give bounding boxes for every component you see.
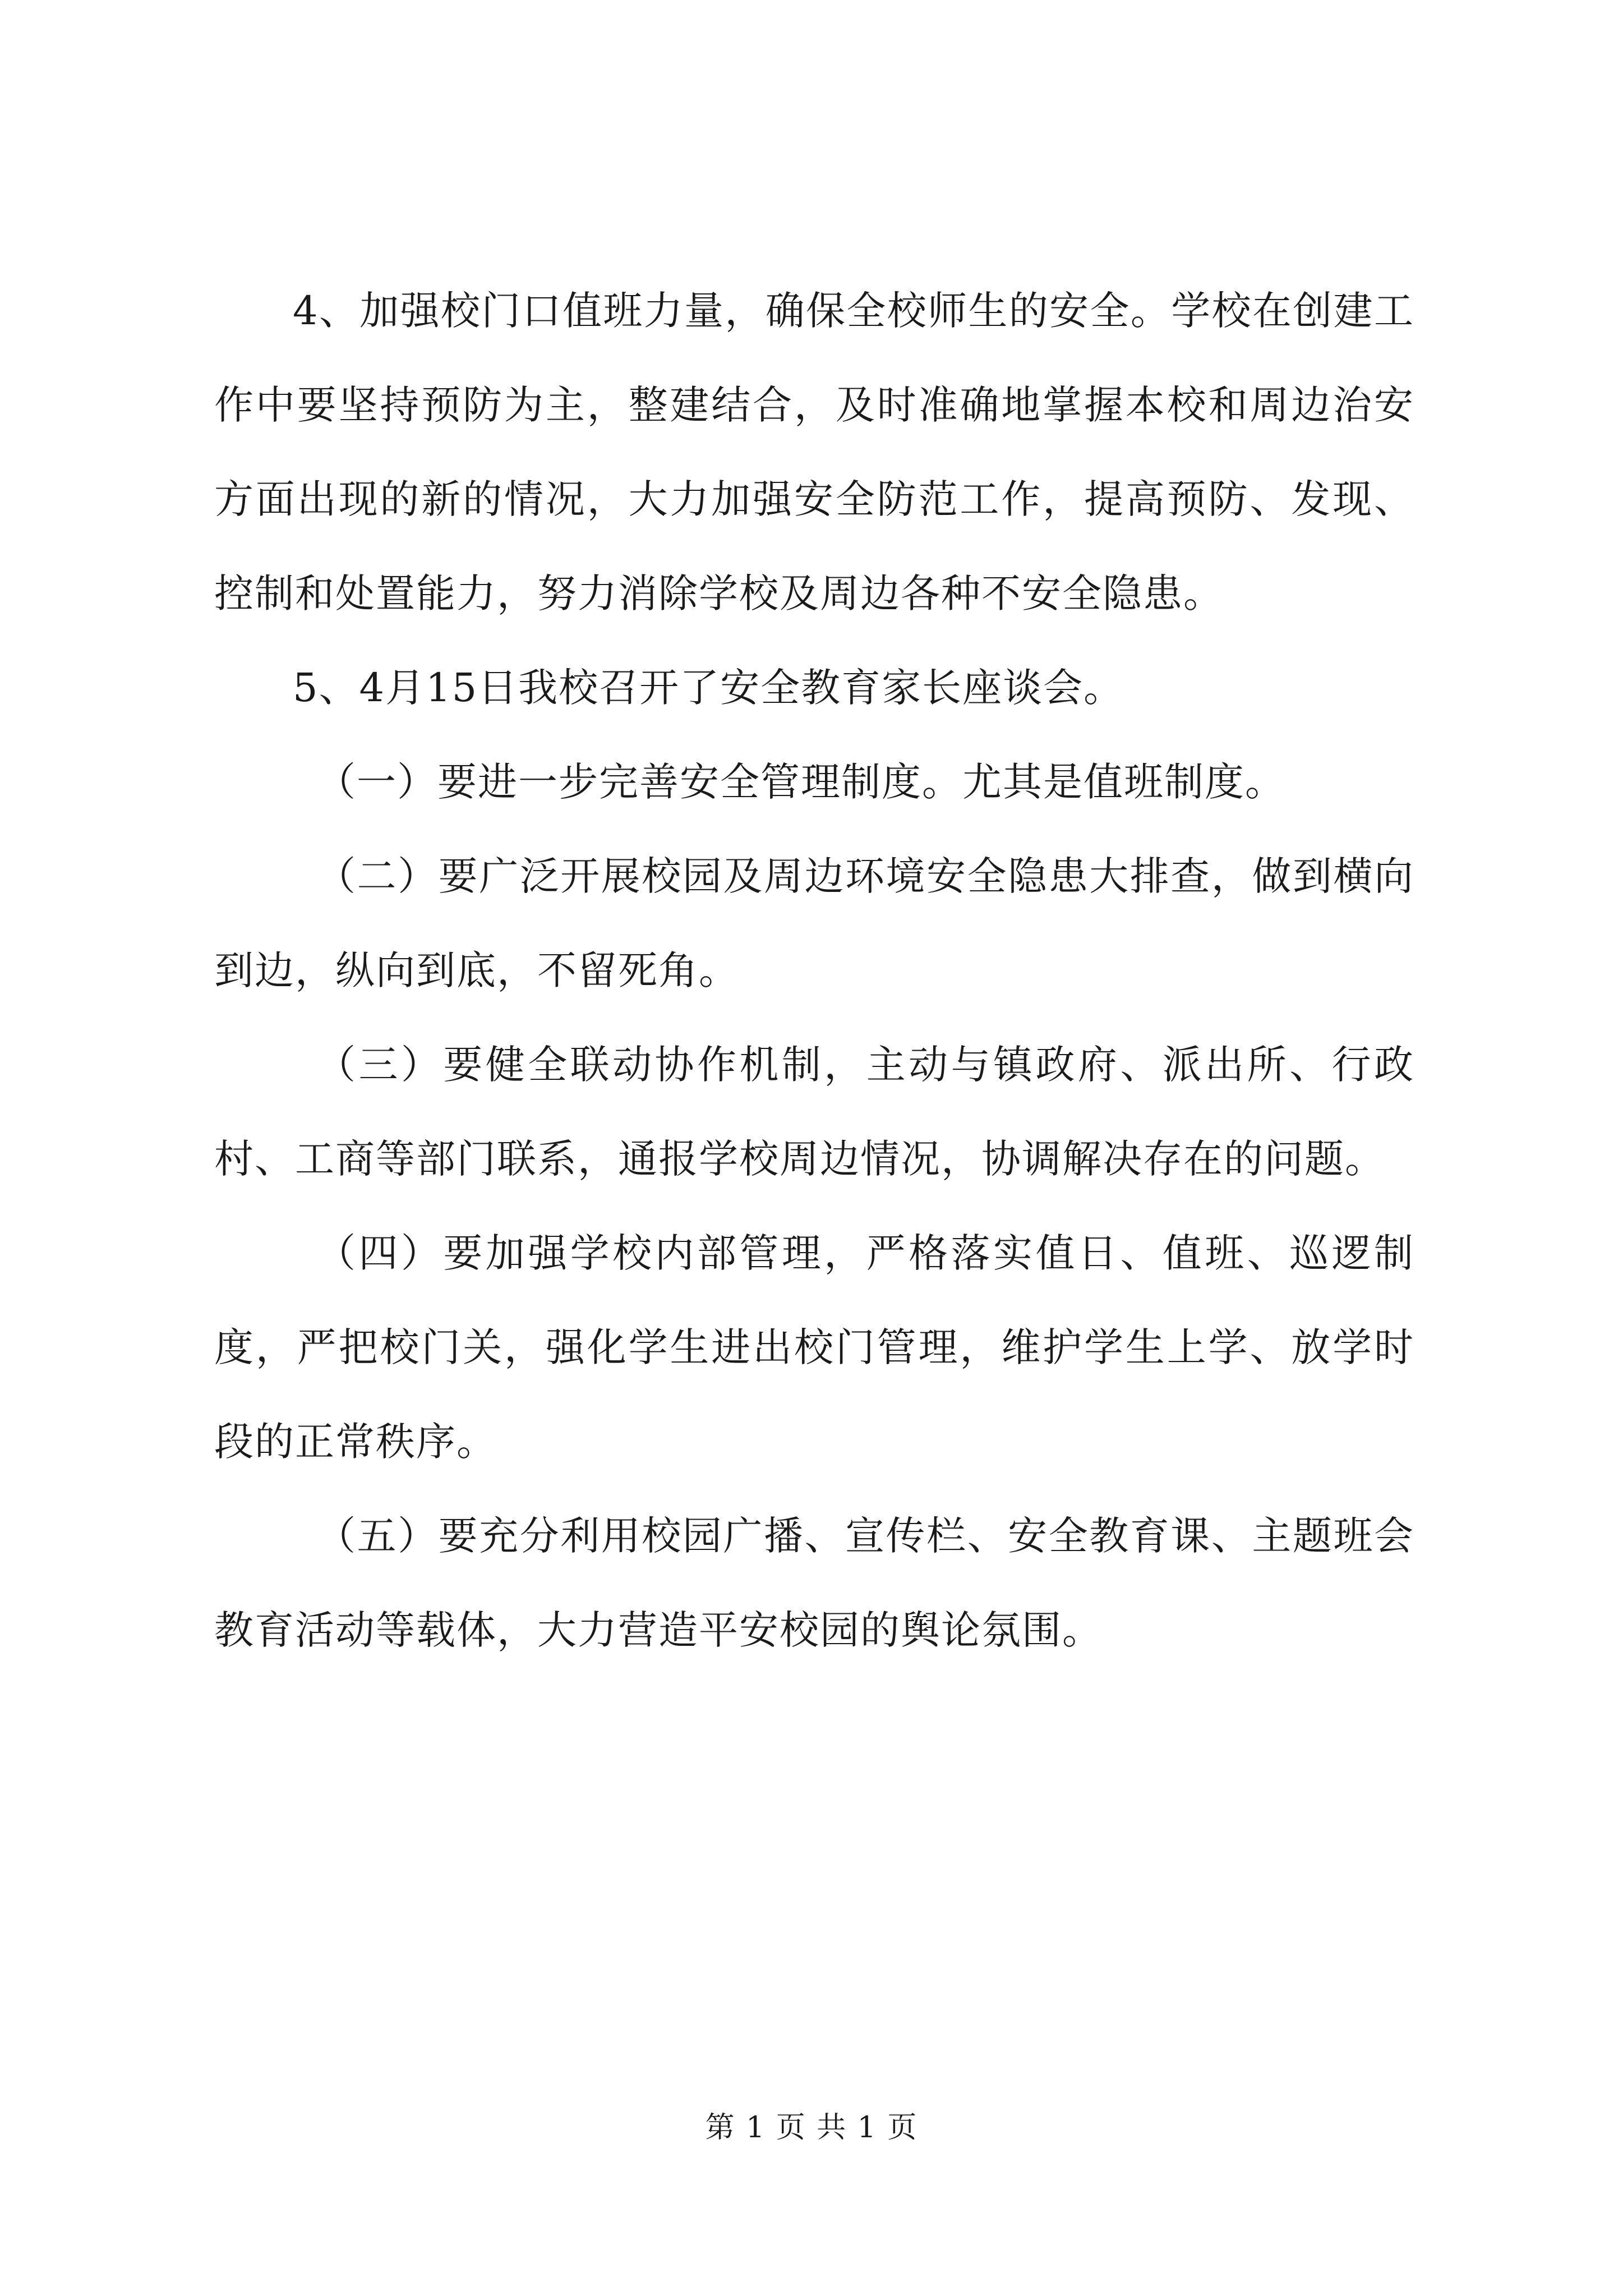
paragraph-item-5: 5、4月15日我校召开了安全教育家长座谈会。 [293, 665, 1124, 711]
document-body [214, 264, 1414, 1677]
paragraph-sub-4: （四）要加强学校内部管理，严格落实值日、值班、巡逻制度，严把校门关，强化学生进出校门管理，维护学生上学、放学时段的正常秩序。 [214, 1230, 1414, 1465]
paragraph-sub-2: （二）要广泛开展校园及周边环境安全隐患大排查，做到横向到边，纵向到底，不留死角。 [214, 853, 1414, 993]
page-number-footer: 第 1 页 共 1 页 [705, 2111, 918, 2145]
paragraph-sub-3: （三）要健全联动协作机制，主动与镇政府、派出所、行政村、工商等部门联系，通报学校周边情况，协调解决存在的问题。 [214, 1042, 1414, 1182]
paragraph-item-4: 4、加强校门口值班力量，确保全校师生的安全。学校在创建工作中要坚持预防为主，整建结合，及时准确地掌握本校和周边治安方面出现的新的情况，大力加强安全防范工作，提高预防、发现、控制和处置能力，努力消除学校及周边各种不安全隐患。 [214, 288, 1414, 616]
paragraph-sub-5: （五）要充分利用校园广播、宣传栏、安全教育课、主题班会教育活动等载体，大力营造平安校园的舆论氛围。 [214, 1513, 1414, 1653]
paragraph-sub-1: （一）要进一步完善安全管理制度。尤其是值班制度。 [316, 759, 1285, 805]
